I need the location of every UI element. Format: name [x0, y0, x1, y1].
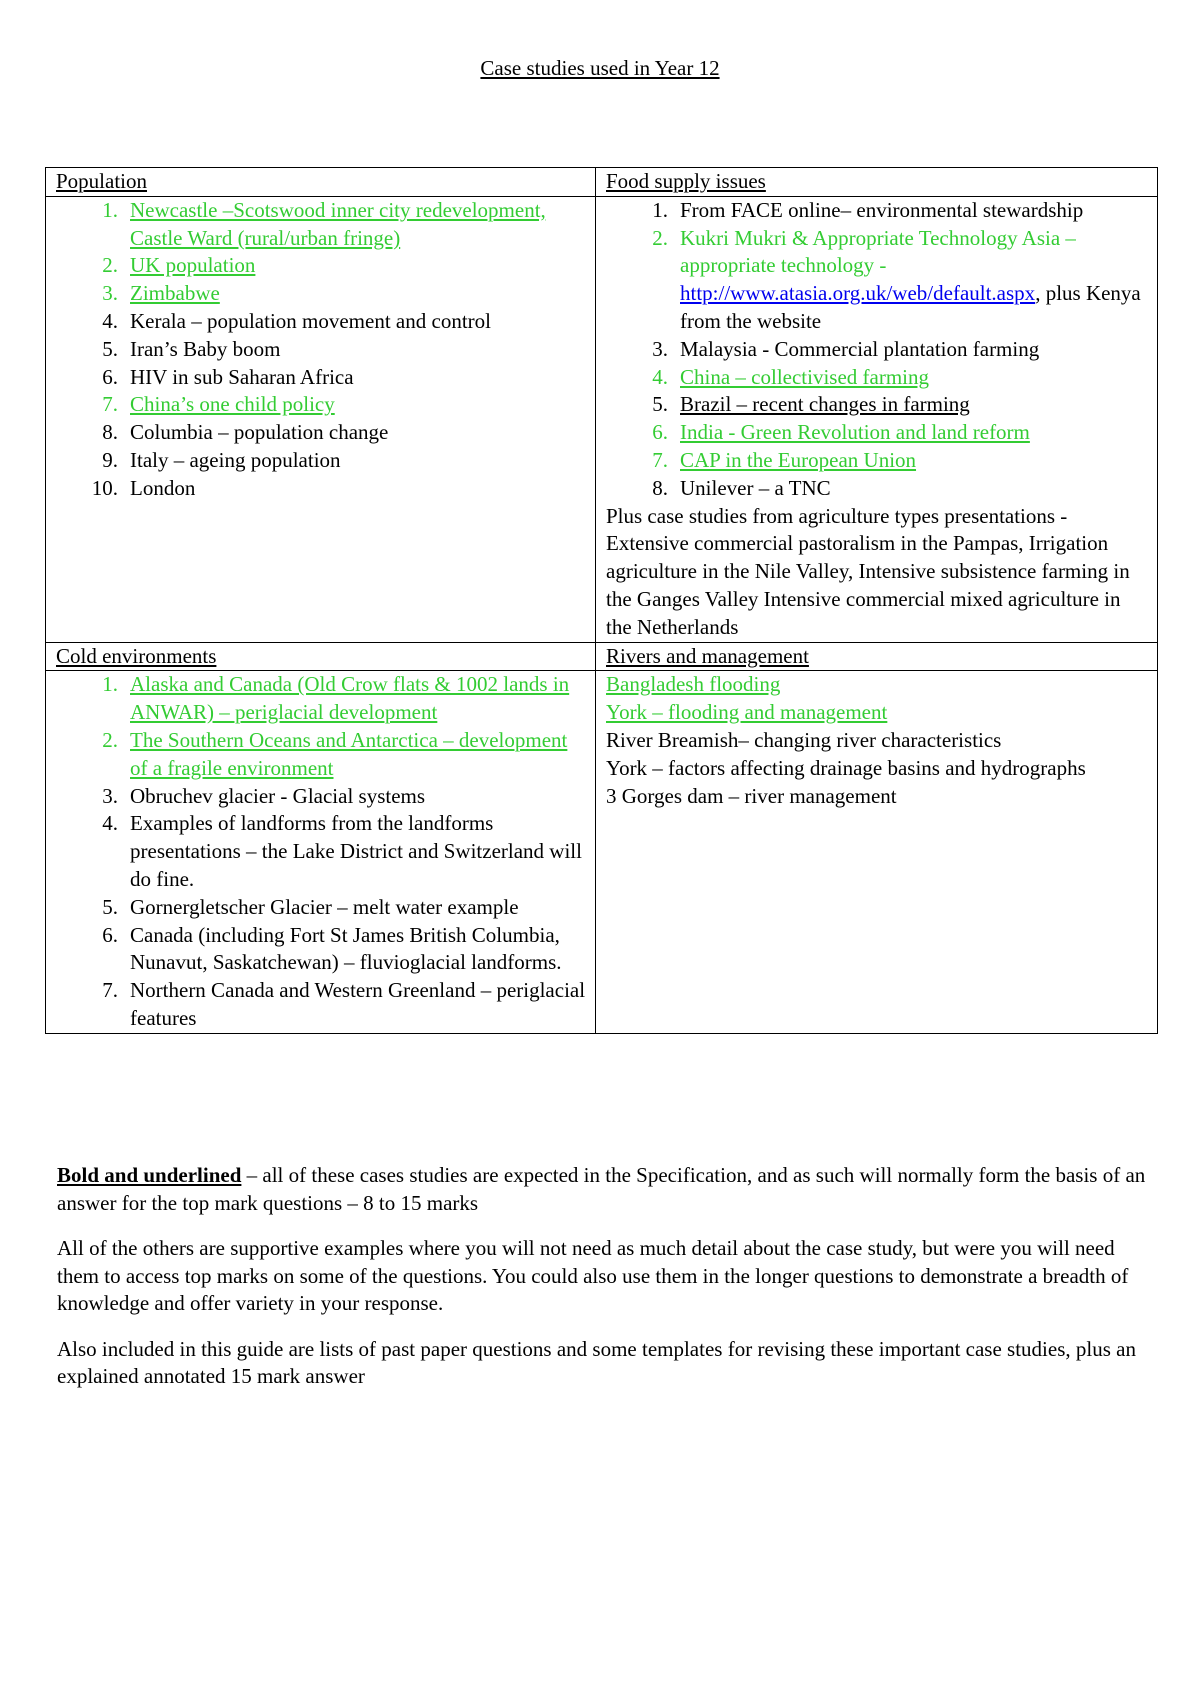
- supportive-paragraph: All of the others are supportive examples where you will not need as much detail about the case study, but were you will need them to access top marks on some of the questions. You could also use them in the longer questions to demonstrate a breadth of knowledge and offer variety in your response.: [57, 1236, 1129, 1315]
- list-item: 2. UK population: [102, 253, 256, 278]
- item-text: Northern Canada and Western Greenland – periglacial features: [130, 978, 586, 1030]
- item-text: Obruchev glacier - Glacial systems: [130, 783, 426, 808]
- rivers-cell: [596, 671, 1158, 1033]
- item-text: Alaska and Canada (Old Crow flats & 1002 lands in ANWAR) – periglacial development: [130, 672, 570, 725]
- list-item: 4. China – collectivised farming: [652, 364, 930, 389]
- rivers-heading: Rivers and management: [596, 642, 1158, 671]
- item-text: HIV in sub Saharan Africa: [130, 364, 354, 389]
- item-text: Columbia – population change: [130, 420, 389, 445]
- food-supply-cell: [596, 196, 1158, 642]
- food-supply-heading: Food supply issues: [596, 168, 1158, 197]
- table-row: [46, 671, 1158, 1033]
- agriculture-types-note: Plus case studies from agriculture types presentations - Extensive commercial pastoralism in the Pampas, Irrigation agriculture in the Nile Valley, Intensive subsistence farming in the Ganges Valley Intensive commercial mixed agriculture in the Netherlands: [606, 503, 1130, 639]
- river-line: York – factors affecting drainage basins and hydrographs: [606, 755, 1086, 780]
- cold-environments-cell: [46, 671, 596, 1033]
- list-item: 7. Northern Canada and Western Greenland – periglacial features: [102, 978, 586, 1030]
- table-header-row: [46, 642, 1158, 671]
- atasia-link[interactable]: http://www.atasia.org.uk/web/default.aspx: [680, 281, 1036, 306]
- item-text: Iran’s Baby boom: [130, 336, 281, 361]
- case-studies-table: [45, 167, 1158, 1034]
- key-paragraph: [57, 1162, 1157, 1217]
- item-text: China’s one child policy: [130, 392, 335, 417]
- list-item: 3. Malaysia - Commercial plantation farming: [652, 336, 1040, 361]
- list-item: 10. London: [91, 475, 196, 500]
- list-item: 2. The Southern Oceans and Antarctica – development of a fragile environment: [102, 727, 568, 780]
- population-heading: Population: [46, 168, 596, 197]
- list-item: 9. Italy – ageing population: [102, 447, 341, 472]
- item-text: Brazil – recent changes in farming: [680, 392, 970, 417]
- list-item: 3. Zimbabwe: [102, 281, 220, 306]
- list-item: 6. HIV in sub Saharan Africa: [102, 364, 354, 389]
- item-text: Newcastle –Scotswood inner city redevelopment, Castle Ward (rural/urban fringe): [130, 197, 546, 250]
- list-item: 2. Kukri Mukri & Appropriate Technology Asia – appropriate technology - http://www.atasia.org.uk/web/default.aspx, plus Kenya from the website: [652, 225, 1141, 333]
- table-row: [46, 196, 1158, 642]
- population-list: [56, 197, 587, 503]
- item-text: Zimbabwe: [130, 281, 220, 306]
- item-text: From FACE online– environmental stewardship: [680, 197, 1084, 222]
- list-item: 5. Brazil – recent changes in farming: [652, 392, 970, 417]
- list-item: 4. Examples of landforms from the landforms presentations – the Lake District and Switzerland will do fine.: [102, 811, 582, 891]
- item-text: CAP in the European Union: [680, 447, 917, 472]
- item-text: Examples of landforms from the landforms presentations – the Lake District and Switzerland will do fine.: [130, 811, 582, 891]
- item-text: Italy – ageing population: [130, 447, 341, 472]
- list-item: 8. Columbia – population change: [102, 420, 389, 445]
- list-item: 8. Unilever – a TNC: [652, 475, 831, 500]
- notes-section: [57, 1162, 1157, 1409]
- river-line: Bangladesh flooding: [606, 672, 781, 697]
- table-header-row: [46, 168, 1158, 197]
- item-text: UK population: [130, 253, 256, 278]
- list-item: 1. Alaska and Canada (Old Crow flats & 1002 lands in ANWAR) – periglacial development: [102, 672, 570, 725]
- river-line: River Breamish– changing river characteristics: [606, 727, 1002, 752]
- item-text: Gornergletscher Glacier – melt water example: [130, 894, 519, 919]
- item-text: Kukri Mukri & Appropriate Technology Asia – appropriate technology -: [680, 225, 1076, 278]
- guide-paragraph: Also included in this guide are lists of past paper questions and some templates for revising these important case studies, plus an explained annotated 15 mark answer: [57, 1336, 1136, 1388]
- list-item: 5. Iran’s Baby boom: [102, 336, 281, 361]
- item-text: Kerala – population movement and control: [130, 308, 491, 333]
- item-text: Canada (including Fort St James British Columbia, Nunavut, Saskatchewan) – fluvioglacial landforms.: [130, 922, 562, 975]
- list-item: 3. Obruchev glacier - Glacial systems: [102, 783, 426, 808]
- river-line: 3 Gorges dam – river management: [606, 783, 897, 808]
- population-cell: [46, 196, 596, 642]
- item-text: India - Green Revolution and land reform: [680, 420, 1030, 445]
- list-item: 1. Newcastle –Scotswood inner city redevelopment, Castle Ward (rural/urban fringe): [102, 197, 546, 250]
- page-title: Case studies used in Year 12: [480, 56, 720, 80]
- list-item: 7. China’s one child policy: [102, 392, 335, 417]
- list-item: 5. Gornergletscher Glacier – melt water example: [102, 894, 519, 919]
- item-text: London: [130, 475, 196, 500]
- list-item: 7. CAP in the European Union: [652, 447, 917, 472]
- river-line: York – flooding and management: [606, 700, 888, 725]
- list-item: 6. India - Green Revolution and land reform: [652, 420, 1030, 445]
- list-item: 1. From FACE online– environmental stewardship: [652, 197, 1084, 222]
- list-item: 6. Canada (including Fort St James British Columbia, Nunavut, Saskatchewan) – fluvioglacial landforms.: [102, 922, 562, 975]
- food-supply-list: [606, 197, 1149, 503]
- cold-environments-heading: Cold environments: [46, 642, 596, 671]
- item-text: Unilever – a TNC: [680, 475, 831, 500]
- item-text: Malaysia - Commercial plantation farming: [680, 336, 1040, 361]
- item-text-suffix: , plus Kenya from the website: [680, 281, 1141, 333]
- item-text: The Southern Oceans and Antarctica – development of a fragile environment: [130, 727, 568, 780]
- item-text: China – collectivised farming: [680, 364, 930, 389]
- key-text: – all of these cases studies are expected in the Specification, and as such will normally form the basis of an answer for the top mark questions – 8 to 15 marks: [57, 1163, 1146, 1215]
- cold-environments-list: [56, 671, 587, 1032]
- list-item: 4. Kerala – population movement and control: [102, 308, 491, 333]
- key-label: Bold and underlined: [57, 1163, 242, 1187]
